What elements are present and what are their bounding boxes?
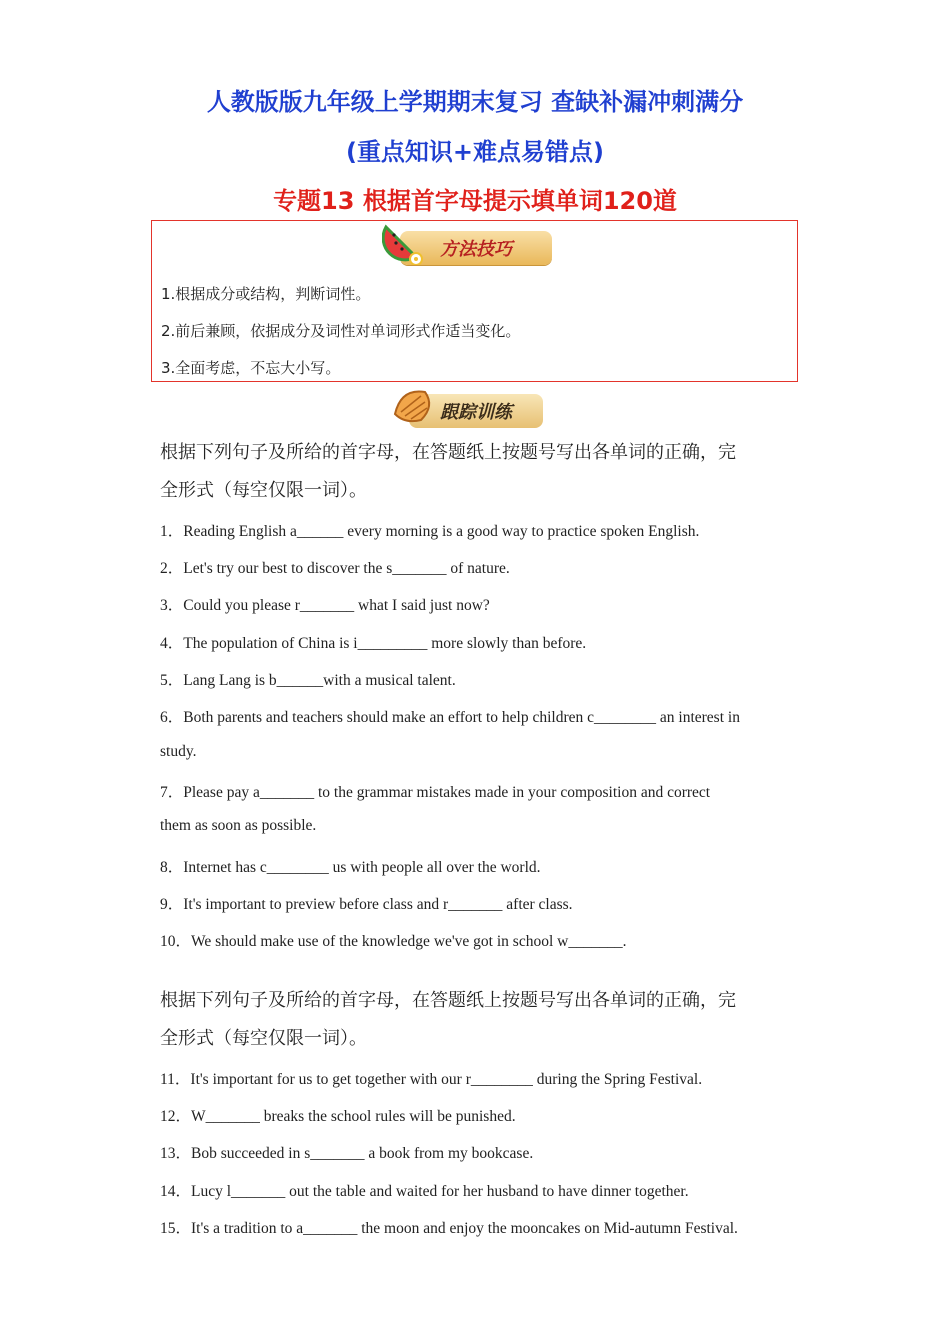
question-line: 10．We should make use of the knowledge we've got in school w_______. (160, 933, 627, 950)
question-line-continued: them as soon as possible. (160, 817, 317, 834)
question-line: 2．Let's try our best to discover the s_______ of nature. (160, 560, 510, 577)
question-line: 4．The population of China is i_________ more slowly than before. (160, 635, 587, 652)
question-line: 7．Please pay a_______ to the grammar mistakes made in your composition and correct (160, 784, 711, 801)
method-tip-3: 3.全面考虑，不忘大小写。 (161, 359, 341, 377)
question-line: 5．Lang Lang is b______with a musical talent. (160, 672, 456, 689)
question-line: 12．W_______ breaks the school rules will be punished. (160, 1108, 516, 1125)
method-tip-1: 1.根据成分或结构，判断词性。 (161, 285, 371, 303)
document-subtitle: (重点知识+难点易错点) (345, 138, 605, 166)
section1-instruction-line2: 全形式（每空仅限一词）。 (160, 480, 367, 501)
document-title: 人教版版九年级上学期期末复习 查缺补漏冲刺满分 (206, 88, 744, 116)
training-banner (409, 394, 543, 428)
method-tip-2: 2.前后兼顾，依据成分及词性对单词形式作适当变化。 (161, 322, 521, 340)
section2-instruction-line1: 根据下列句子及所给的首字母，在答题纸上按题号写出各单词的正确，完 (160, 990, 736, 1011)
section2-instruction-line2: 全形式（每空仅限一词）。 (160, 1028, 367, 1049)
question-line: 9．It's important to preview before class and r_______ after class. (160, 896, 573, 913)
question-line: 11．It's important for us to get together with our r________ during the Spring Festival. (160, 1071, 703, 1088)
shell-icon (391, 384, 437, 426)
question-line: 6．Both parents and teachers should make an effort to help children c________ an interest in (160, 709, 740, 726)
question-line: 1．Reading English a______ every morning is a good way to practice spoken English. (160, 523, 700, 540)
question-line: 3．Could you please r_______ what I said just now? (160, 597, 490, 614)
training-banner-label: 跟踪训练 (440, 402, 512, 423)
watermelon-icon (382, 221, 430, 265)
question-line: 13．Bob succeeded in s_______ a book from my bookcase. (160, 1145, 534, 1162)
question-line-continued: study. (160, 743, 197, 760)
method-banner-label: 方法技巧 (440, 239, 512, 260)
method-tips-box (151, 220, 798, 382)
method-banner (400, 231, 552, 265)
section1-instruction-line1: 根据下列句子及所给的首字母，在答题纸上按题号写出各单词的正确，完 (160, 442, 736, 463)
question-line: 8．Internet has c________ us with people all over the world. (160, 859, 541, 876)
question-line: 14．Lucy l_______ out the table and waited for her husband to have dinner together. (160, 1183, 689, 1200)
topic-title: 专题13 根据首字母提示填单词120道 (273, 187, 677, 215)
question-line: 15．It's a tradition to a_______ the moon and enjoy the mooncakes on Mid-autumn Festival. (160, 1220, 738, 1237)
